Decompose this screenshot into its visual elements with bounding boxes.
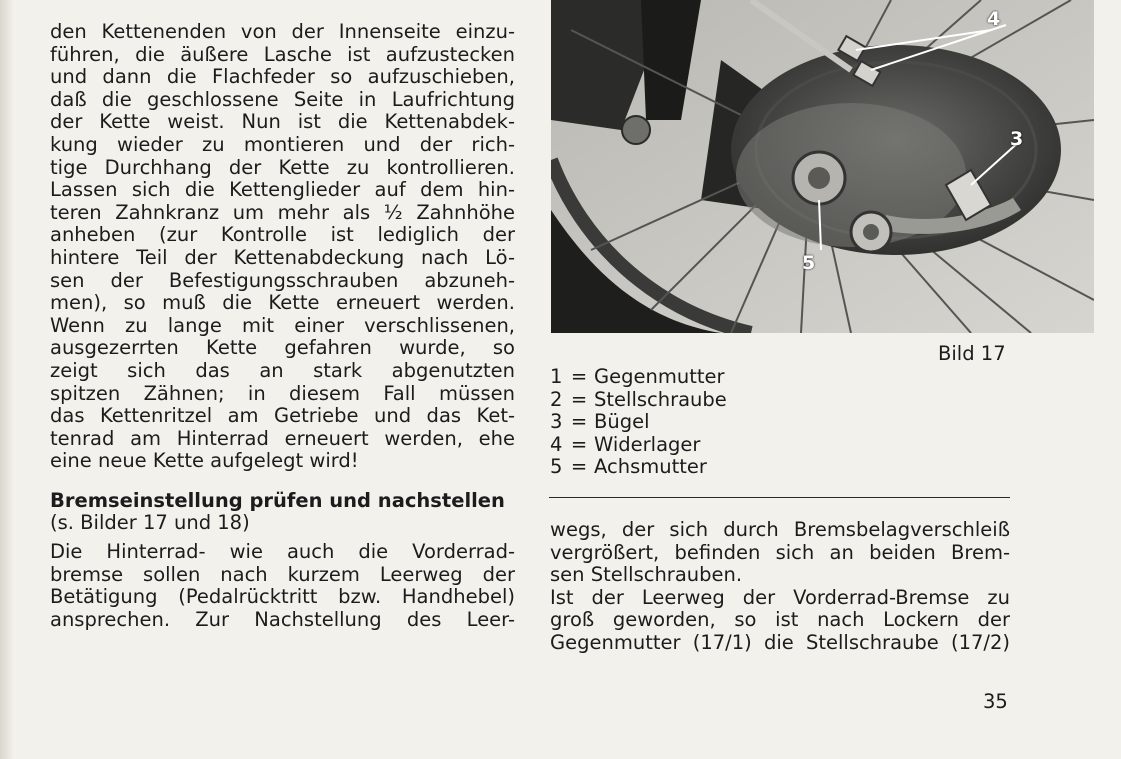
text-line: Gegenmutter (17/1) die Stellschraube (17/2) [550, 630, 1010, 654]
text-line: sen der Befestigungsschrauben abzuneh- [50, 268, 515, 292]
page-number: 35 [983, 690, 1008, 713]
figure-caption: Bild 17 [938, 342, 1006, 365]
text-line: anheben (zur Kontrolle ist lediglich der [50, 223, 515, 247]
figure-legend [550, 366, 727, 479]
text-line: führen, die äußere Lasche ist aufzustecken [50, 42, 515, 66]
text-line: bremse sollen nach kurzem Leerweg der [50, 562, 515, 586]
text-line: der Kette weist. Nun ist die Kettenabdek- [50, 110, 515, 134]
text-line: teren Zahnkranz um mehr als ½ Zahnhöhe [50, 200, 515, 224]
legend-text: Achsmutter [594, 455, 707, 479]
text-line: Ist der Leerweg der Vorderrad-Bremse zu [550, 585, 1010, 609]
legend-item [550, 411, 727, 434]
text-line: men), so muß die Kette erneuert werden. [50, 291, 515, 315]
section-subheading: (s. Bilder 17 und 18) [50, 511, 250, 535]
legend-number: 1 [550, 365, 563, 388]
callout-label-4: 4 [987, 8, 1001, 30]
text-line: daß die geschlossene Seite in Laufrichtung [50, 87, 515, 111]
legend-item [550, 389, 727, 412]
hub-illustration [551, 0, 1094, 333]
text-line: Wenn zu lange mit einer verschlissenen, [50, 313, 515, 337]
page-edge-shadow [0, 0, 14, 759]
left-column [50, 21, 515, 631]
callout-label-3: 3 [1010, 128, 1024, 150]
right-column [550, 519, 1010, 655]
legend-separator: = [570, 410, 588, 434]
legend-item [550, 456, 727, 479]
text-line: eine neue Kette aufgelegt wird! [50, 449, 359, 473]
text-line: das Kettenritzel am Getriebe und das Ket- [50, 404, 515, 428]
legend-separator: = [570, 455, 588, 479]
legend-text: Stellschraube [594, 387, 727, 411]
legend-item [550, 434, 727, 457]
text-line: hintere Teil der Kettenabdeckung nach Lö- [50, 245, 515, 269]
text-line: kung wieder zu montieren und der rich- [50, 132, 515, 156]
text-line: tige Durchhang der Kette zu kontrollieren. [50, 155, 515, 179]
text-line: Lassen sich die Kettenglieder auf dem hin- [50, 178, 515, 202]
section-heading: Bremseinstellung prüfen und nachstellen [50, 488, 505, 512]
legend-separator: = [570, 365, 588, 388]
legend-text: Widerlager [594, 432, 701, 456]
legend-number: 5 [550, 455, 563, 479]
text-line: Die Hinterrad- wie auch die Vorderrad- [50, 540, 515, 564]
legend-number: 2 [550, 387, 563, 411]
legend-item [550, 366, 727, 389]
figure-photo-rear-hub [551, 0, 1094, 333]
text-line: den Kettenenden von der Innenseite einzu- [50, 20, 515, 43]
legend-number: 3 [550, 410, 563, 434]
text-line: vergrößert, befinden sich an beiden Brem- [550, 540, 1010, 564]
callout-label-5: 5 [802, 252, 816, 274]
text-line: Betätigung (Pedalrücktritt bzw. Handhebel) [50, 585, 515, 609]
text-line: spitzen Zähnen; in diesem Fall müssen [50, 381, 515, 405]
legend-separator: = [570, 387, 588, 411]
text-line: ansprechen. Zur Nachstellung des Leer- [50, 607, 515, 631]
text-line: und dann die Flachfeder so aufzuschieben, [50, 65, 515, 89]
text-line: ausgezerrten Kette gefahren wurde, so [50, 336, 515, 360]
legend-number: 4 [550, 432, 563, 456]
legend-separator: = [570, 432, 588, 456]
text-line: groß geworden, so ist nach Lockern der [550, 608, 1010, 632]
section-divider [549, 497, 1010, 498]
text-line: tenrad am Hinterrad erneuert werden, ehe [50, 426, 515, 450]
paragraph-brake-adjustment [50, 541, 515, 631]
paragraph-chain-maintenance [50, 21, 515, 473]
text-line: sen Stellschrauben. [550, 563, 743, 587]
legend-text: Gegenmutter [594, 365, 725, 388]
text-line: wegs, der sich durch Bremsbelagverschleiß [550, 518, 1010, 541]
legend-text: Bügel [594, 410, 650, 434]
text-line: zeigt sich das an stark abgenutzten [50, 358, 515, 382]
